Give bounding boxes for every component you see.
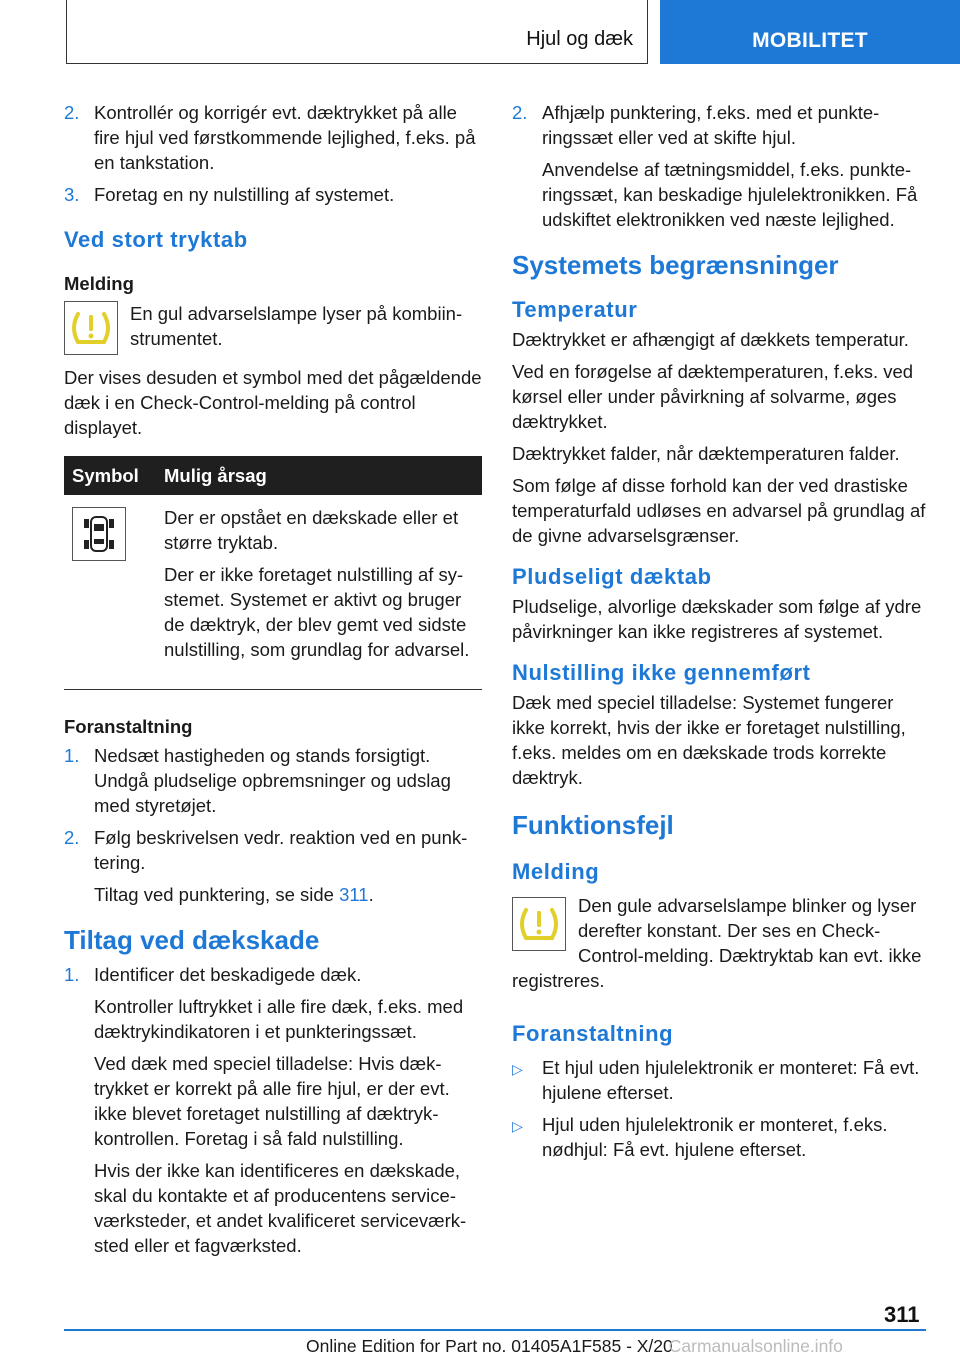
list-item <box>512 100 927 150</box>
heading-message: Melding <box>64 273 134 294</box>
list-number: 2. <box>64 827 80 848</box>
cause-text-1: Der er opstået en dækskade eller et større tryktab. <box>164 507 459 553</box>
heading-measures: Foranstaltning <box>64 716 193 737</box>
page-number: 311 <box>884 1302 920 1327</box>
reset-paragraph: Dæk med speciel tilladelse: Systemet fungerer ikke korrekt, hvis der ikke er foretaget nulstilling, f.eks. meldes om en dækskade trods korrekte dæktryk. <box>512 692 906 788</box>
chapter-tab-label: MOBILITET <box>752 29 868 52</box>
list-number: 1. <box>64 964 80 985</box>
tire-pressure-warning-icon <box>64 301 118 355</box>
tire-pressure-warning-icon <box>512 897 566 951</box>
footer-divider <box>64 1329 926 1331</box>
list-number: 3. <box>64 184 80 205</box>
bullet-text: Hjul uden hjulelektronik er monteret, f.eks. nødhjul: Få evt. hjulene efterset. <box>542 1114 888 1160</box>
heading-limits: Systemets begrænsninger <box>512 250 839 280</box>
temp-paragraph-4: Som følge af disse forhold kan der ved drastiske temperaturfald udløses en advarsel på grundlag af de givne advarselsgrænser. <box>512 475 926 546</box>
list-number: 1. <box>64 745 80 766</box>
left-column-lower <box>64 716 482 1265</box>
list-item <box>64 743 482 818</box>
triangle-bullet-icon: ▷ <box>512 1118 523 1134</box>
message-text: En gul advarselslampe lyser på kombiinstrumentet. <box>130 303 463 349</box>
reference-end: . <box>368 884 374 905</box>
chapter-tab[interactable] <box>660 0 960 64</box>
table-header-cause: Mulig årsag <box>156 456 482 495</box>
list-number: 2. <box>512 102 528 123</box>
puncture-reference <box>94 882 482 907</box>
reference-text: Tiltag ved punktering, se side <box>94 884 334 905</box>
table-row <box>64 495 482 670</box>
right-column <box>512 100 927 1169</box>
heading-tire-damage: Tiltag ved dækskade <box>64 925 320 955</box>
symbol-table <box>64 456 482 670</box>
damage-paragraph-3: Hvis der ikke kan identificeres en dækskade, skal du kontakte et af producentens serviceværksteder, et andet kvalificeret serviceværksted eller et fagværksted. <box>94 1160 467 1256</box>
list-number: 2. <box>64 102 80 123</box>
temp-paragraph-2: Ved en forøgelse af dæktemperaturen, f.eks. ved kørsel eller under påvirkning af solvarme, øges dæktrykket. <box>512 361 914 432</box>
heading-temperature: Temperatur <box>512 297 638 322</box>
fault-message-block <box>512 893 927 993</box>
header-frame <box>66 0 648 64</box>
list-item <box>64 182 482 207</box>
heading-reset-not-done: Nulstilling ikke gennemført <box>512 660 811 685</box>
list-text: Foretag en ny nulstilling af systemet. <box>94 184 395 205</box>
damage-paragraph-2: Ved dæk med speciel tilladelse: Hvis dæktrykket er korrekt på alle fire hjul, er der evt. ikke blevet foretaget nulstilling af dæktrykkontrollen. Foretag i så fald nulstilling. <box>94 1053 450 1149</box>
temp-paragraph-3: Dæktrykket falder, når dæktemperaturen falder. <box>512 443 900 464</box>
section-title: Hjul og dæk <box>526 28 633 50</box>
message-block <box>64 301 482 355</box>
list-item <box>512 1112 927 1162</box>
list-text: Kontrollér og korrigér evt. dæktrykket på alle fire hjul ved førstkommende lejlighed, f.eks. på en tankstation. <box>94 102 476 173</box>
table-divider <box>64 689 482 690</box>
bullet-text: Et hjul uden hjulelektronik er monteret: Få evt. hjulene efterset. <box>542 1057 920 1103</box>
page-link[interactable]: 311 <box>339 884 369 905</box>
heading-fault-message: Melding <box>512 859 600 884</box>
heading-pressure-loss: Ved stort tryktab <box>64 227 248 252</box>
table-header-symbol: Symbol <box>64 456 156 495</box>
watermark-text: Carmanualsonline.info <box>668 1336 843 1356</box>
footer <box>306 1336 843 1357</box>
triangle-bullet-icon: ▷ <box>512 1061 523 1077</box>
list-text: Afhjælp punktering, f.eks. med et punkteringssæt eller ved at skifte hjul. <box>542 102 880 148</box>
list-item <box>64 100 482 175</box>
damage-paragraph-1: Kontroller luftrykket i alle fire dæk, f.eks. med dæktrykindikatoren i et punkteringssæt. <box>94 996 464 1042</box>
list-item <box>64 962 482 987</box>
temp-paragraph-1: Dæktrykket er afhængigt af dækkets temperatur. <box>512 329 909 350</box>
left-column <box>64 100 482 670</box>
extra-symbol-text: Der vises desuden et symbol med det pågældende dæk i en Check-Control-melding på control displayet. <box>64 367 482 438</box>
list-text: Identificer det beskadigede dæk. <box>94 964 362 985</box>
list-text: Nedsæt hastigheden og stands forsigtigt. Undgå pludselige opbremsninger og udslag med styretøjet. <box>94 745 451 816</box>
list-item <box>512 1055 927 1105</box>
list-item <box>64 825 482 875</box>
cause-text-2: Der er ikke foretaget nulstilling af systemet. Systemet er aktivt og bruger de dæktryk, der blev gemt ved sidste nulstilling, som grundlag for advarsel. <box>164 564 470 660</box>
sudden-paragraph: Pludselige, alvorlige dækskader som følge af ydre påvirkninger kan ikke registreres af systemet. <box>512 596 922 642</box>
fault-message-text: Den gule advarselslampe blinker og lyser derefter konstant. Der ses en Check-Control-melding. Dæktryktab kan evt. ikke registreres. <box>512 895 922 991</box>
damaged-tire-car-icon <box>72 507 126 561</box>
heading-fault: Funktionsfejl <box>512 810 674 840</box>
step-subtext: Anvendelse af tætningsmiddel, f.eks. punkteringssæt, kan beskadige hjulelektronikken. Få udskiftet elektronikken ved næste lejlighed. <box>542 159 918 230</box>
heading-sudden-loss: Pludseligt dæktab <box>512 564 712 589</box>
heading-fault-measures: Foranstaltning <box>512 1021 674 1046</box>
list-text: Følg beskrivelsen vedr. reaktion ved en punktering. <box>94 827 468 873</box>
edition-text: Online Edition for Part no. 01405A1F585 - X/20 <box>306 1336 673 1356</box>
